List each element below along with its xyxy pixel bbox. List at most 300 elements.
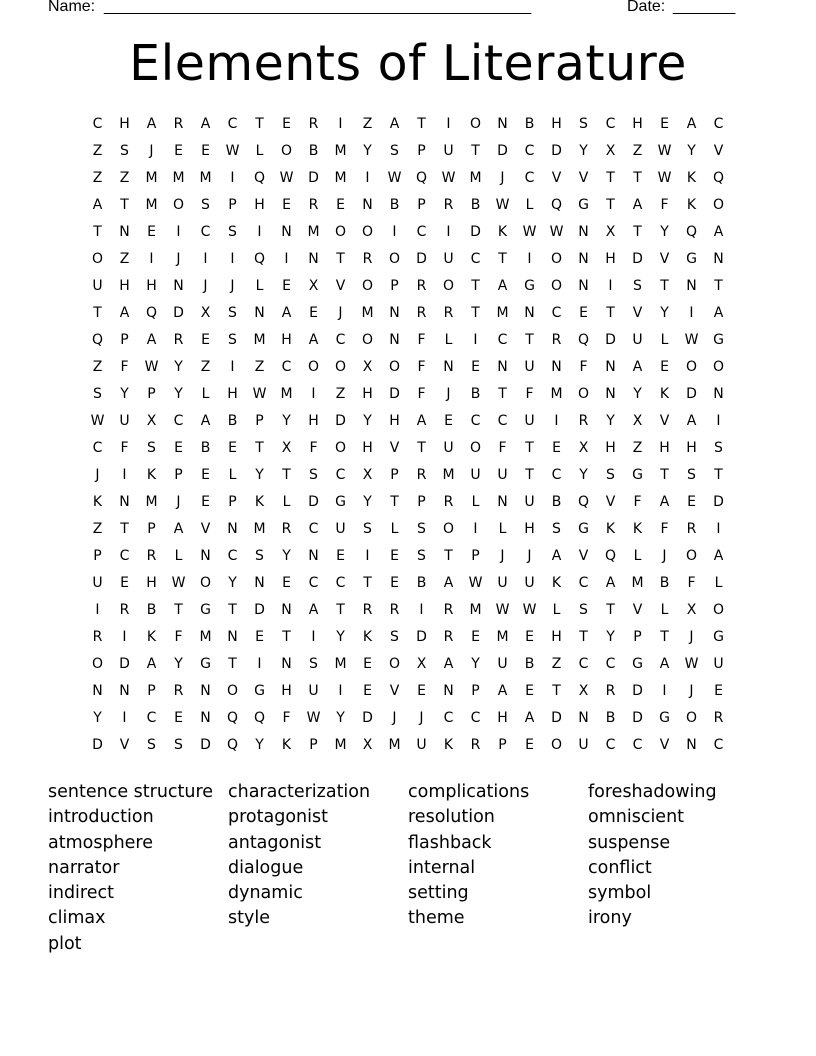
grid-letter: M [334,170,347,186]
grid-letter: E [120,575,129,591]
grid-letter: T [228,602,237,618]
grid-letter: Z [254,359,265,375]
grid-letter: N [119,224,130,240]
grid-letter: T [255,440,264,456]
grid-letter: E [444,413,453,429]
name-label: Name: [48,0,96,15]
grid-letter: P [228,197,237,213]
grid-letter: N [389,332,400,348]
grid-letter: B [200,440,211,456]
grid-letter: U [416,737,427,753]
grid-letter: Y [633,386,642,402]
grid-letter: K [254,494,265,510]
grid-letter: P [309,737,318,753]
grid-letter: G [659,710,670,726]
grid-letter: Z [92,170,103,186]
grid-letter: S [309,467,318,483]
grid-letter: U [578,737,589,753]
grid-letter: C [200,224,211,240]
grid-letter: A [713,548,724,564]
grid-row [84,462,734,489]
name-date-header [48,0,748,20]
grid-letter: L [525,197,534,213]
grid-letter: T [228,656,237,672]
grid-letter: I [203,251,208,267]
grid-letter: T [552,683,561,699]
grid-letter: P [633,629,642,645]
grid-letter: W [306,710,321,726]
grid-letter: I [662,683,667,699]
grid-letter: O [550,737,563,753]
grid-letter: G [713,332,724,348]
word-list-item: symbol [588,883,652,904]
grid-letter: B [227,413,238,429]
grid-row [84,165,734,192]
grid-letter: S [201,197,210,213]
grid-letter: R [389,602,400,618]
grid-letter: W [684,332,699,348]
grid-letter: G [686,251,697,267]
grid-letter: E [471,629,480,645]
grid-letter: B [146,602,157,618]
grid-letter: R [173,116,184,132]
grid-letter: T [120,197,129,213]
grid-letter: X [416,656,427,672]
grid-letter: P [255,413,264,429]
grid-letter: A [713,305,724,321]
grid-letter: W [90,413,105,429]
grid-letter: K [659,386,670,402]
grid-letter: E [174,710,183,726]
grid-letter: X [605,224,616,240]
grid-letter: V [389,440,400,456]
grid-letter: B [524,116,535,132]
grid-letter: V [200,521,211,537]
grid-letter: X [146,413,157,429]
grid-letter: A [200,116,211,132]
grid-letter: X [308,278,319,294]
grid-letter: F [633,494,642,510]
grid-letter: L [633,548,642,564]
grid-letter: C [227,548,238,564]
grid-row [84,624,734,651]
grid-letter: Y [174,386,183,402]
grid-letter: S [390,143,399,159]
grid-letter: C [551,305,562,321]
grid-letter: O [712,359,725,375]
grid-letter: Z [119,251,130,267]
grid-letter: E [471,359,480,375]
grid-letter: T [471,305,480,321]
grid-letter: U [524,494,535,510]
grid-letter: C [497,332,508,348]
grid-letter: G [200,602,211,618]
grid-letter: E [363,683,372,699]
grid-letter: L [282,494,291,510]
grid-letter: C [443,710,454,726]
grid-letter: S [417,548,426,564]
grid-letter: D [254,602,265,618]
grid-letter: R [605,683,616,699]
grid-letter: R [578,413,589,429]
grid-letter: Q [253,251,266,267]
grid-letter: Q [415,170,428,186]
grid-letter: L [228,467,237,483]
grid-letter: X [362,467,373,483]
grid-letter: A [416,413,427,429]
grid-letter: C [497,413,508,429]
grid-letter: C [335,575,346,591]
grid-letter: O [442,521,455,537]
grid-letter: T [633,170,642,186]
grid-letter: C [308,521,319,537]
grid-letter: E [201,467,210,483]
grid-letter: A [659,656,670,672]
grid-letter: Q [712,170,725,186]
grid-letter: T [363,575,372,591]
grid-letter: S [174,737,183,753]
grid-letter: C [227,116,238,132]
grid-letter: P [228,494,237,510]
grid-letter: T [606,197,615,213]
grid-letter: T [390,494,399,510]
grid-letter: C [92,440,103,456]
grid-letter: B [416,575,427,591]
grid-letter: T [471,143,480,159]
grid-letter: R [308,197,319,213]
grid-letter: M [469,602,482,618]
grid-letter: U [524,359,535,375]
grid-letter: F [120,440,129,456]
grid-letter: T [336,251,345,267]
grid-letter: T [606,305,615,321]
grid-letter: D [308,494,319,510]
grid-letter: N [227,629,238,645]
word-list-item: plot [48,933,82,954]
grid-letter: R [551,332,562,348]
date-label: Date: [627,0,666,15]
grid-letter: I [149,251,154,267]
grid-letter: X [605,143,616,159]
grid-letter: E [228,440,237,456]
word-list-item: setting [408,883,469,904]
grid-letter: X [632,413,643,429]
grid-letter: L [552,602,561,618]
grid-letter: W [279,170,294,186]
grid-letter: E [390,575,399,591]
grid-letter: T [282,629,291,645]
grid-letter: Y [579,143,588,159]
grid-letter: S [228,224,237,240]
grid-letter: S [228,305,237,321]
grid-letter: A [389,116,400,132]
grid-letter: W [684,656,699,672]
grid-letter: O [469,440,482,456]
grid-letter: I [176,224,181,240]
grid-letter: Y [336,710,345,726]
grid-letter: P [471,548,480,564]
grid-row [84,570,734,597]
grid-letter: L [174,548,183,564]
grid-letter: O [685,548,698,564]
grid-letter: N [605,386,616,402]
grid-letter: M [334,737,347,753]
grid-letter: I [257,656,262,672]
grid-letter: P [498,737,507,753]
grid-letter: D [416,629,427,645]
grid-letter: F [660,197,669,213]
grid-letter: I [311,629,316,645]
grid-letter: C [119,548,130,564]
grid-letter: T [525,467,534,483]
grid-letter: O [388,656,401,672]
grid-row [84,489,734,516]
grid-letter: E [282,575,291,591]
word-list-item: antagonist [228,832,322,853]
grid-letter: Y [471,656,480,672]
grid-letter: C [578,656,589,672]
grid-letter: S [714,440,723,456]
grid-letter: V [659,737,670,753]
grid-letter: S [363,521,372,537]
grid-letter: A [605,575,616,591]
grid-letter: H [524,521,535,537]
grid-letter: A [146,116,157,132]
grid-letter: B [389,197,400,213]
grid-letter: I [122,629,127,645]
grid-letter: E [309,305,318,321]
grid-letter: G [632,656,643,672]
grid-letter: O [361,278,374,294]
grid-letter: T [120,521,129,537]
grid-letter: V [632,602,643,618]
grid-letter: N [686,737,697,753]
grid-letter: U [92,278,103,294]
grid-letter: E [714,683,723,699]
grid-letter: T [633,224,642,240]
grid-letter: F [282,710,291,726]
grid-letter: Y [363,143,372,159]
grid-letter: D [470,224,481,240]
grid-letter: E [282,116,291,132]
grid-letter: N [551,359,562,375]
grid-letter: A [146,332,157,348]
grid-letter: D [497,143,508,159]
grid-letter: Z [92,359,103,375]
grid-letter: M [334,143,347,159]
grid-letter: J [149,143,154,159]
grid-letter: V [713,143,724,159]
grid-letter: Z [632,440,643,456]
grid-letter: T [255,116,264,132]
grid-letter: R [443,305,454,321]
grid-row [84,327,734,354]
grid-letter: V [659,413,670,429]
grid-letter: Y [282,413,291,429]
grid-letter: J [689,629,694,645]
grid-letter: C [146,710,157,726]
grid-row [84,111,734,138]
grid-letter: I [365,548,370,564]
grid-letter: K [497,224,508,240]
grid-letter: L [201,386,210,402]
date-blank-line: _______ [673,0,736,15]
grid-letter: L [660,332,669,348]
grid-letter: E [525,683,534,699]
grid-letter: E [363,656,372,672]
grid-letter: C [335,332,346,348]
grid-letter: O [712,602,725,618]
grid-letter: T [417,440,426,456]
grid-letter: R [308,116,319,132]
word-list-item: protagonist [228,807,328,828]
grid-letter: H [308,413,319,429]
grid-letter: O [361,332,374,348]
grid-letter: S [552,521,561,537]
grid-letter: A [443,575,454,591]
grid-letter: X [578,440,589,456]
grid-letter: H [281,683,292,699]
grid-letter: W [441,170,456,186]
grid-letter: D [632,251,643,267]
grid-letter: Y [606,413,615,429]
grid-letter: U [119,413,130,429]
grid-letter: F [687,575,696,591]
grid-row [84,678,734,705]
grid-letter: T [525,440,534,456]
grid-letter: O [712,197,725,213]
grid-letter: T [579,629,588,645]
grid-letter: R [470,737,481,753]
grid-letter: R [281,521,292,537]
grid-letter: S [633,278,642,294]
grid-letter: O [685,359,698,375]
grid-letter: M [469,170,482,186]
grid-letter: D [605,332,616,348]
grid-letter: Q [685,224,698,240]
grid-letter: O [199,575,212,591]
grid-letter: V [605,494,616,510]
grid-letter: V [335,278,346,294]
grid-letter: C [470,251,481,267]
grid-letter: W [144,359,159,375]
grid-letter: T [93,224,102,240]
grid-letter: U [713,656,724,672]
grid-row [84,354,734,381]
grid-row [84,138,734,165]
word-list-item: sentence structure [48,782,214,802]
grid-letter: A [497,278,508,294]
grid-letter: T [660,467,669,483]
grid-letter: B [659,575,670,591]
grid-letter: N [281,602,292,618]
grid-letter: Y [660,224,669,240]
grid-letter: N [497,116,508,132]
grid-letter: R [119,602,130,618]
grid-letter: K [146,467,157,483]
grid-letter: T [444,548,453,564]
page-title: Elements of Literature [129,35,687,92]
grid-letter: D [713,494,724,510]
grid-letter: S [255,548,264,564]
grid-letter: S [93,386,102,402]
grid-letter: O [685,710,698,726]
grid-letter: Q [145,305,158,321]
grid-letter: I [230,359,235,375]
grid-letter: V [659,251,670,267]
grid-letter: D [119,656,130,672]
grid-letter: G [335,494,346,510]
grid-letter: T [525,332,534,348]
grid-letter: A [281,305,292,321]
grid-letter: E [687,494,696,510]
grid-letter: M [199,170,212,186]
grid-letter: E [201,332,210,348]
grid-letter: W [495,602,510,618]
grid-letter: Z [632,143,643,159]
grid-letter: C [173,413,184,429]
grid-letter: G [632,467,643,483]
grid-letter: R [416,305,427,321]
grid-letter: V [578,170,589,186]
grid-row [84,246,734,273]
word-list-item: narrator [48,857,120,878]
grid-letter: A [551,548,562,564]
grid-letter: T [714,278,723,294]
grid-letter: D [632,683,643,699]
grid-letter: J [176,494,181,510]
grid-letter: Q [226,737,239,753]
grid-letter: C [713,737,724,753]
word-list-item: suspense [588,832,671,853]
grid-letter: T [93,305,102,321]
grid-letter: F [174,629,183,645]
grid-letter: J [527,548,532,564]
grid-letter: Z [92,143,103,159]
grid-letter: N [389,305,400,321]
grid-letter: A [632,359,643,375]
grid-letter: M [145,197,158,213]
word-list-item: dialogue [228,857,304,878]
grid-letter: A [173,521,184,537]
grid-letter: D [173,305,184,321]
grid-letter: O [334,440,347,456]
grid-letter: C [92,116,103,132]
grid-letter: A [443,656,454,672]
grid-letter: C [632,737,643,753]
grid-letter: Y [93,710,102,726]
grid-letter: M [334,656,347,672]
grid-letter: W [522,224,537,240]
grid-letter: Z [335,386,346,402]
grid-letter: H [551,116,562,132]
grid-letter: U [497,575,508,591]
grid-letter: Q [253,710,266,726]
grid-letter: M [550,386,563,402]
grid-letter: T [660,278,669,294]
grid-letter: I [338,683,343,699]
grid-letter: N [713,251,724,267]
grid-letter: Q [226,710,239,726]
grid-letter: R [686,521,697,537]
grid-letter: E [174,440,183,456]
grid-letter: N [578,251,589,267]
grid-letter: M [145,170,158,186]
grid-letter: S [228,332,237,348]
grid-letter: I [365,170,370,186]
grid-letter: P [390,278,399,294]
grid-letter: D [551,710,562,726]
